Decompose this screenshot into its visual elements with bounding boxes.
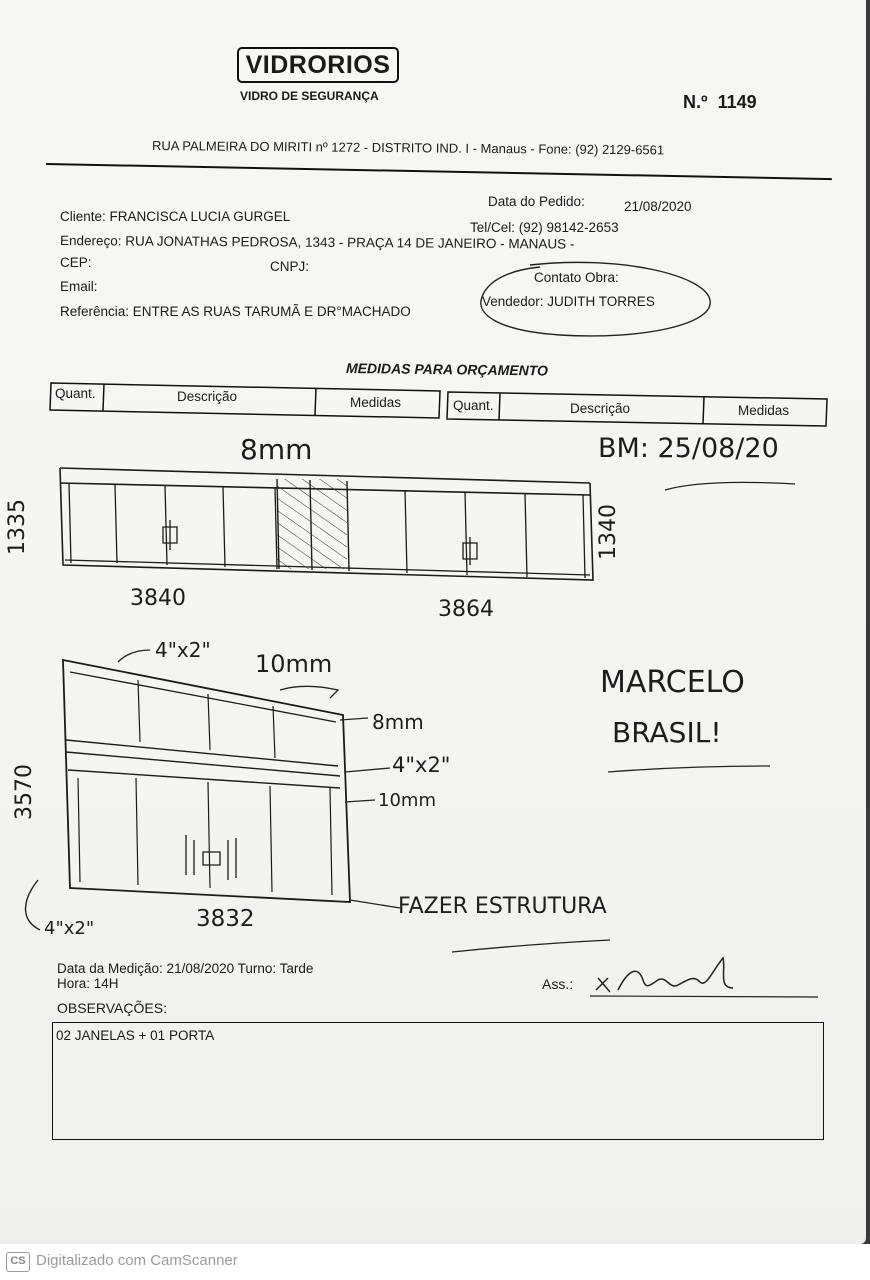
handwritten-4x2-bottom: 4"x2" — [44, 918, 95, 939]
handwritten-dim-3832: 3832 — [196, 906, 255, 932]
handwritten-8mm: 8mm — [372, 710, 424, 734]
site-contact: Contato Obra: — [534, 270, 619, 285]
measurement-date-shift: Data da Medição: 21/08/2020 Turno: Tarde — [57, 961, 314, 976]
camscanner-icon: CS — [6, 1252, 30, 1272]
col-header-quant-right: Quant. — [453, 398, 494, 413]
handwritten-marcelo: MARCELO — [600, 665, 745, 700]
measurement-hour: Hora: 14H — [57, 976, 119, 991]
col-header-medidas-right: Medidas — [738, 403, 790, 418]
measurements-title: MEDIDAS PARA ORÇAMENTO — [345, 360, 549, 379]
handwritten-4x2-mid: 4"x2" — [392, 753, 451, 777]
observations-text: 02 JANELAS + 01 PORTA — [56, 1028, 215, 1043]
signature-scribble — [588, 950, 738, 1000]
handwritten-fazer-estrutura: FAZER ESTRUTURA — [398, 894, 607, 919]
vidrorios-logo: VIDRORIOS — [237, 47, 399, 83]
company-address: RUA PALMEIRA DO MIRITI nº 1272 - DISTRITO IND. I - Manaus - Fone: (92) 2129-6561 — [151, 138, 665, 158]
signature-label: Ass.: — [542, 976, 574, 992]
handwritten-dim-3570: 3570 — [12, 764, 37, 820]
order-number-label: N.º — [683, 92, 708, 112]
client-email: Email: — [60, 279, 98, 294]
observations-label: OBSERVAÇÕES: — [57, 1000, 167, 1016]
client-cep: CEP: — [60, 255, 92, 270]
order-number-value: 1149 — [717, 92, 757, 112]
handwritten-brasil: BRASIL! — [612, 716, 722, 749]
handwritten-dim-3840: 3840 — [130, 586, 186, 611]
order-date-value: 21/08/2020 — [624, 199, 692, 214]
slogan: VIDRO DE SEGURANÇA — [240, 89, 379, 103]
handwritten-10mm-b: 10mm — [378, 790, 436, 811]
handwritten-dim-1340: 1340 — [596, 504, 621, 560]
handwritten-4x2-top: 4"x2" — [155, 638, 211, 662]
handwritten-8mm-top: 8mm — [240, 433, 313, 466]
col-header-descricao-right: Descrição — [570, 401, 631, 416]
order-date-label: Data do Pedido: — [488, 194, 585, 209]
client-reference: Referência: ENTRE AS RUAS TARUMÃ E DR°MACHADO — [60, 304, 411, 319]
client-cnpj: CNPJ: — [270, 259, 310, 274]
handwritten-dim-1335: 1335 — [5, 499, 30, 555]
client-phone: Tel/Cel: (92) 98142-2653 — [470, 220, 619, 235]
salesperson: Vendedor: JUDITH TORRES — [482, 294, 655, 309]
col-header-medidas-left: Medidas — [350, 395, 402, 410]
handwritten-bm-date: BM: 25/08/20 — [598, 433, 779, 464]
client-name: Cliente: FRANCISCA LUCIA GURGEL — [60, 209, 291, 224]
col-header-quant-left: Quant. — [55, 386, 96, 401]
client-address: Endereço: RUA JONATHAS PEDROSA, 1343 - PRAÇA 14 DE JANEIRO - MANAUS - — [59, 233, 575, 252]
col-header-descricao-left: Descrição — [177, 389, 238, 404]
handwritten-10mm: 10mm — [255, 650, 333, 678]
camscanner-watermark: Digitalizado com CamScanner — [36, 1252, 238, 1269]
handwritten-dim-3864: 3864 — [438, 597, 494, 622]
